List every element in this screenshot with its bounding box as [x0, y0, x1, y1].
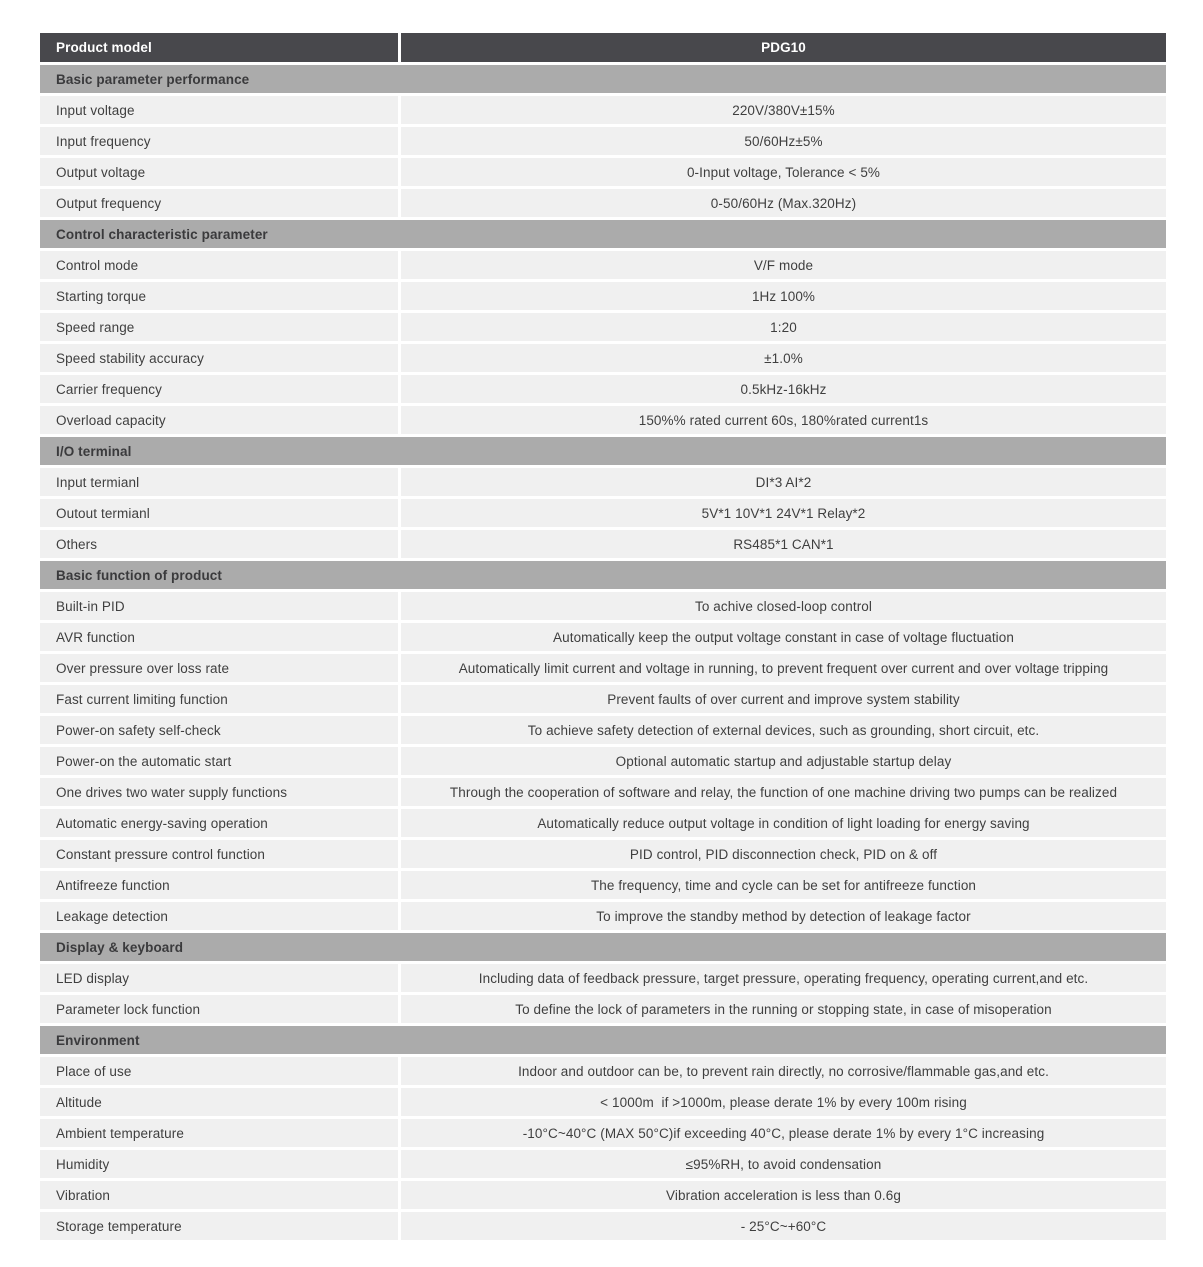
row-value: Prevent faults of over current and improve system stability: [401, 685, 1166, 713]
table-row: [40, 685, 1166, 713]
table-row: [40, 623, 1166, 651]
table-row: [40, 375, 1166, 403]
table-row: [40, 716, 1166, 744]
table-row: [40, 499, 1166, 527]
table-row: [40, 282, 1166, 310]
table-row: [40, 1212, 1166, 1240]
row-value: 50/60Hz±5%: [401, 127, 1166, 155]
row-value: Through the cooperation of software and relay, the function of one machine driving two pumps can be realized: [401, 778, 1166, 806]
table-row: [40, 592, 1166, 620]
table-row: [40, 1088, 1166, 1116]
row-value: The frequency, time and cycle can be set for antifreeze function: [401, 871, 1166, 899]
row-label: Overload capacity: [40, 406, 398, 434]
section-header: Display & keyboard: [40, 933, 1166, 961]
row-value: ±1.0%: [401, 344, 1166, 372]
row-label: Over pressure over loss rate: [40, 654, 398, 682]
row-label: LED display: [40, 964, 398, 992]
table-row: [40, 871, 1166, 899]
table-row: [40, 747, 1166, 775]
row-value: 0.5kHz-16kHz: [401, 375, 1166, 403]
table-row: [40, 1150, 1166, 1178]
row-label: Power-on safety self-check: [40, 716, 398, 744]
table-row: [40, 654, 1166, 682]
sections: [40, 65, 1166, 1240]
row-label: Parameter lock function: [40, 995, 398, 1023]
row-value: 0-50/60Hz (Max.320Hz): [401, 189, 1166, 217]
row-label: Others: [40, 530, 398, 558]
header-model-value: PDG10: [401, 33, 1166, 62]
row-label: Ambient temperature: [40, 1119, 398, 1147]
table-row: [40, 778, 1166, 806]
row-label: Speed range: [40, 313, 398, 341]
row-label: Vibration: [40, 1181, 398, 1209]
row-label: Carrier frequency: [40, 375, 398, 403]
row-value: Vibration acceleration is less than 0.6g: [401, 1181, 1166, 1209]
row-label: Built-in PID: [40, 592, 398, 620]
table-row: [40, 251, 1166, 279]
table-row: [40, 1057, 1166, 1085]
table-row: [40, 809, 1166, 837]
table-row: [40, 995, 1166, 1023]
section-header: Basic parameter performance: [40, 65, 1166, 93]
table-row: [40, 127, 1166, 155]
table-row: [40, 313, 1166, 341]
row-value: V/F mode: [401, 251, 1166, 279]
row-value: To achieve safety detection of external devices, such as grounding, short circuit, etc.: [401, 716, 1166, 744]
product-spec-table: [40, 33, 1166, 1243]
row-value: 150%% rated current 60s, 180%rated current1s: [401, 406, 1166, 434]
row-label: Power-on the automatic start: [40, 747, 398, 775]
table-row: [40, 344, 1166, 372]
row-value: Optional automatic startup and adjustable startup delay: [401, 747, 1166, 775]
table-row: [40, 964, 1166, 992]
row-value: Automatically reduce output voltage in condition of light loading for energy saving: [401, 809, 1166, 837]
row-value: RS485*1 CAN*1: [401, 530, 1166, 558]
row-label: Storage temperature: [40, 1212, 398, 1240]
row-value: 0-Input voltage, Tolerance < 5%: [401, 158, 1166, 186]
row-label: Outout termianl: [40, 499, 398, 527]
table-row: [40, 1119, 1166, 1147]
row-label: Output frequency: [40, 189, 398, 217]
table-row: [40, 902, 1166, 930]
section-header: I/O terminal: [40, 437, 1166, 465]
row-value: 5V*1 10V*1 24V*1 Relay*2: [401, 499, 1166, 527]
table-header-row: [40, 33, 1166, 62]
row-label: Automatic energy-saving operation: [40, 809, 398, 837]
row-value: -10°C~40°C (MAX 50°C)if exceeding 40°C, please derate 1% by every 1°C increasing: [401, 1119, 1166, 1147]
row-label: Input frequency: [40, 127, 398, 155]
section-header: Basic function of product: [40, 561, 1166, 589]
row-label: Speed stability accuracy: [40, 344, 398, 372]
row-value: To achive closed-loop control: [401, 592, 1166, 620]
row-label: Fast current limiting function: [40, 685, 398, 713]
table-row: [40, 1181, 1166, 1209]
row-value: Including data of feedback pressure, target pressure, operating frequency, operating current,and etc.: [401, 964, 1166, 992]
row-value: - 25°C~+60°C: [401, 1212, 1166, 1240]
header-product-model-label: Product model: [40, 33, 398, 62]
table-row: [40, 96, 1166, 124]
row-label: Constant pressure control function: [40, 840, 398, 868]
row-label: Leakage detection: [40, 902, 398, 930]
row-label: AVR function: [40, 623, 398, 651]
row-label: Humidity: [40, 1150, 398, 1178]
row-value: Automatically limit current and voltage in running, to prevent frequent over current and over voltage tripping: [401, 654, 1166, 682]
row-value: To define the lock of parameters in the running or stopping state, in case of misoperation: [401, 995, 1166, 1023]
table-row: [40, 189, 1166, 217]
row-label: Place of use: [40, 1057, 398, 1085]
row-value: PID control, PID disconnection check, PID on & off: [401, 840, 1166, 868]
table-row: [40, 530, 1166, 558]
table-row: [40, 406, 1166, 434]
table-row: [40, 158, 1166, 186]
section-header: Control characteristic parameter: [40, 220, 1166, 248]
row-label: Input termianl: [40, 468, 398, 496]
section-header: Environment: [40, 1026, 1166, 1054]
row-value: 220V/380V±15%: [401, 96, 1166, 124]
row-label: Altitude: [40, 1088, 398, 1116]
row-label: Input voltage: [40, 96, 398, 124]
row-value: DI*3 AI*2: [401, 468, 1166, 496]
row-label: Starting torque: [40, 282, 398, 310]
row-value: 1:20: [401, 313, 1166, 341]
row-label: Control mode: [40, 251, 398, 279]
table-row: [40, 840, 1166, 868]
row-value: ≤95%RH, to avoid condensation: [401, 1150, 1166, 1178]
row-value: < 1000m if >1000m, please derate 1% by every 100m rising: [401, 1088, 1166, 1116]
row-label: One drives two water supply functions: [40, 778, 398, 806]
row-label: Output voltage: [40, 158, 398, 186]
table-row: [40, 468, 1166, 496]
row-value: Automatically keep the output voltage constant in case of voltage fluctuation: [401, 623, 1166, 651]
row-value: Indoor and outdoor can be, to prevent rain directly, no corrosive/flammable gas,and etc.: [401, 1057, 1166, 1085]
row-value: 1Hz 100%: [401, 282, 1166, 310]
row-value: To improve the standby method by detection of leakage factor: [401, 902, 1166, 930]
row-label: Antifreeze function: [40, 871, 398, 899]
